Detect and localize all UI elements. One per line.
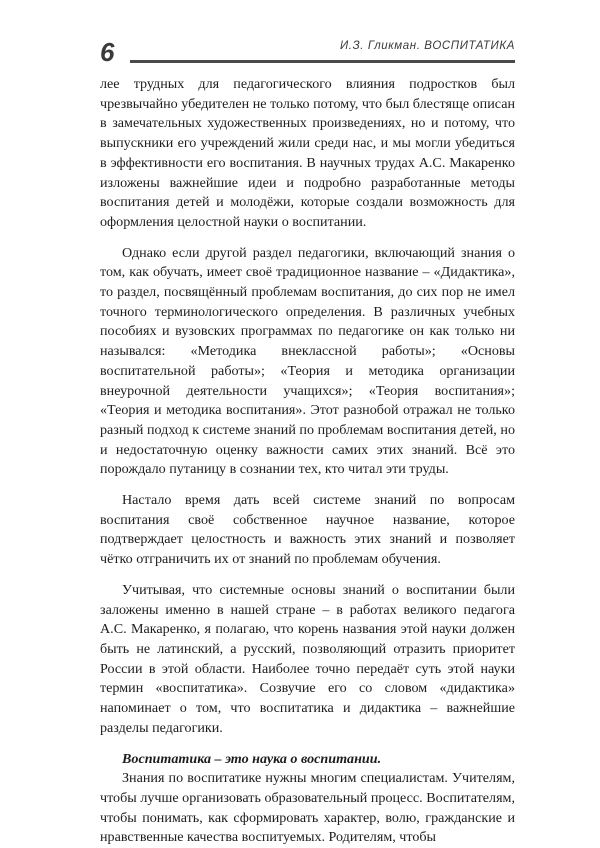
section-heading <box>100 750 515 770</box>
paragraph-2: Однако если другой раздел педагогики, включающий знания о том, как обучать, имеет своё традиционное название – «Дидактика», то раздел, посвящённый проблемам воспитания, до сих пор не имел точного терминологического определения. В различных учебных пособиях и вузовских программах по педагогике он как только ни назывался: «Методика внеклассной работы»; «Основы воспитательной работы»; «Теория и методика организации внеурочной деятельности учащихся»; «Теория воспитания»; «Теория и методика воспитания». Этот разнобой отражал не только разный подход к системе знаний по проблемам воспитания детей, но и недостаточную оценку важности самих этих знаний. Всё это порождало путаницу в сознании тех, кто читал эти труды. <box>100 244 515 478</box>
running-title: И.З. Гликман. ВОСПИТАТИКА <box>339 40 515 52</box>
page-body <box>100 75 515 848</box>
paragraph-4: Учитывая, что системные основы знаний о воспитании были заложены именно в нашей стране – в работах великого педагога А.С. Макаренко, я полагаю, что корень названия этой науки должен быть не латинский, а русский, позволяющий отразить приоритет России в этой области. Наиболее точно передаёт суть этой науки термин «воспитатика». Созвучие его со словом «дидактика» напоминает о том, что воспитатика и дидактика – важнейшие разделы педагогики. <box>100 581 515 736</box>
header-rule <box>130 60 515 63</box>
page-number: 6 <box>100 37 115 67</box>
paragraph-3: Настало время дать всей системе знаний по вопросам воспитания своё собственное научное название, которое подтверждает целостность и важность этих знаний и позволяет чётко отграничить их от знаний по проблемам обучения. <box>100 492 515 568</box>
section-paragraph: Знания по воспитатике нужны многим специалистам. Учителям, чтобы лучше организовать образовательный процесс. Воспитателям, чтобы понимать, как сформировать характер, волю, гражданские и нравственные качества воспитуемых. Родителям, чтобы <box>100 770 515 846</box>
section-heading-text: Воспитатика – это наука о воспитании. <box>122 750 382 767</box>
page-header <box>100 38 515 68</box>
paragraph-1: лее трудных для педагогического влияния подростков был чрезвычайно убедителен не только потому, что был блестяще описан в замечательных художественных произведениях, но и потому, что выпускники его учреждений жили среди нас, и мы могли убедиться в эффективности его воспитания. В научных трудах А.С. Макаренко изложены важнейшие идеи и подробно разработанные методы воспитания детей и молодёжи, которые создали возможность для оформления целостной науки о воспитании. <box>100 76 515 230</box>
